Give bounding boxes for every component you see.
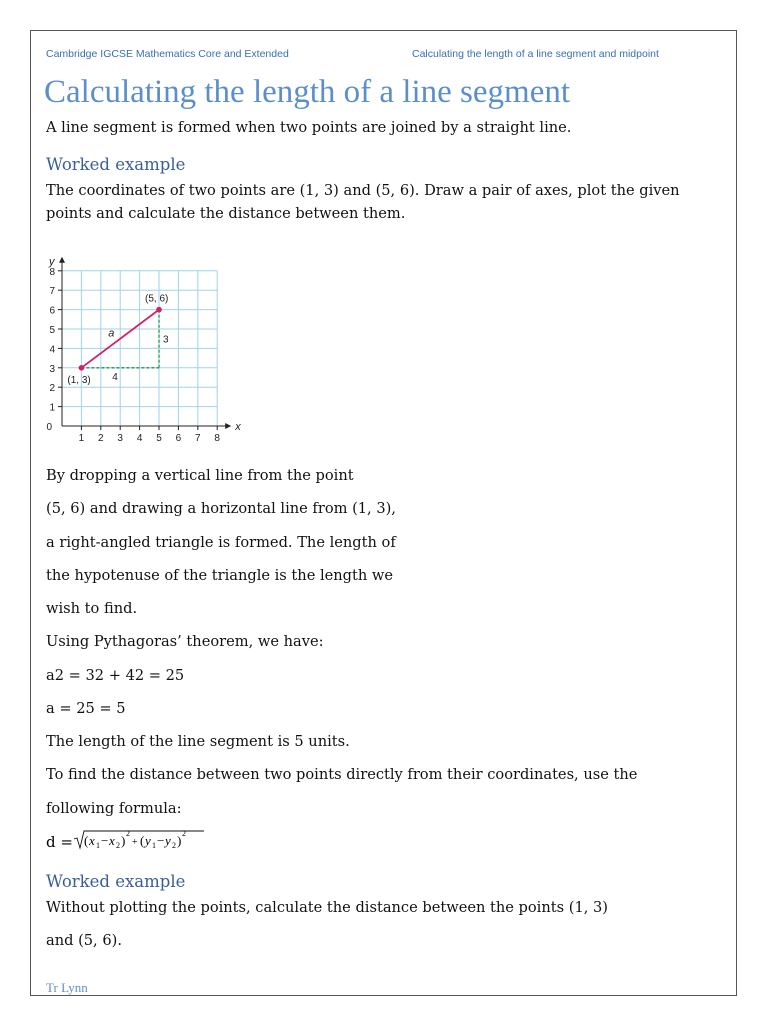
- y-tick-label: 0: [46, 422, 52, 433]
- footer-author: Tr Lynn: [46, 980, 88, 995]
- y-tick-label: 5: [49, 325, 55, 336]
- coordinate-graph: [40, 240, 250, 450]
- formula-plus: +: [132, 837, 138, 848]
- formula-x1-sub: 1: [96, 841, 100, 850]
- explanation-line-1: By dropping a vertical line from the point: [46, 467, 354, 484]
- graph-ticks: [46, 267, 220, 444]
- vertical-leg-label: 3: [163, 334, 169, 346]
- formula-x2: x: [109, 833, 115, 848]
- formula-exp-2: 2: [182, 829, 186, 838]
- explanation-line-2: (5, 6) and drawing a horizontal line from (1, 3),: [46, 500, 396, 517]
- x-tick-label: 7: [195, 433, 201, 444]
- formula-y1: y: [145, 833, 151, 848]
- explanation-line-5: wish to find.: [46, 600, 138, 617]
- x-tick-label: 8: [214, 433, 220, 444]
- example1-text-line1: The coordinates of two points are (1, 3) and (5, 6). Draw a pair of axes, plot the given: [46, 182, 680, 199]
- point-label: (1, 3): [67, 374, 91, 386]
- y-axis-arrow: [59, 257, 65, 263]
- x-tick-label: 4: [136, 433, 143, 444]
- paren-close-1: ): [121, 833, 126, 848]
- formula-intro-line-1: To find the distance between two points directly from their coordinates, use the: [46, 766, 638, 783]
- y-tick-label: 6: [49, 305, 55, 317]
- y-tick-label: 8: [49, 266, 55, 278]
- x-tick-label: 1: [78, 433, 85, 444]
- header-right: Calculating the length of a line segment and midpoint: [412, 48, 659, 60]
- explanation-line-4: the hypotenuse of the triangle is the length we: [46, 567, 394, 584]
- paren-close-2: ): [177, 833, 182, 848]
- distance-formula: [44, 826, 244, 856]
- worked-example-heading-1: Worked example: [46, 155, 186, 174]
- equation-line-1: a2 = 32 + 42 = 25: [46, 667, 185, 684]
- y-tick-label: 2: [49, 383, 55, 395]
- graph-grid: [62, 271, 217, 426]
- y-tick-label: 1: [49, 402, 55, 414]
- y-tick-label: 4: [49, 344, 55, 356]
- formula-y1-sub: 1: [152, 841, 156, 850]
- example2-line-1: Without plotting the points, calculate the distance between the points (1, 3): [46, 899, 608, 916]
- x-tick-label: 6: [175, 433, 182, 444]
- worked-example-heading-2: Worked example: [46, 872, 186, 891]
- explanation-line-3: a right-angled triangle is formed. The length of: [46, 534, 396, 551]
- explanation-line-6: Using Pythagoras’ theorem, we have:: [46, 633, 324, 650]
- point-label: (5, 6): [145, 293, 169, 305]
- x-tick-label: 2: [98, 433, 104, 444]
- horizontal-leg-label: 4: [112, 371, 118, 383]
- y-tick-label: 3: [49, 363, 55, 375]
- x-axis-arrow: [225, 423, 231, 429]
- x-tick-label: 3: [117, 433, 123, 444]
- formula-exp-1: 2: [126, 829, 130, 838]
- y-axis-label: y: [49, 255, 55, 268]
- graph-axes: [59, 257, 231, 429]
- formula-intro-line-2: following formula:: [46, 800, 182, 817]
- x-tick-label: 5: [156, 433, 162, 444]
- point-marker: [79, 365, 85, 371]
- equation-line-2: a = 25 = 5: [46, 700, 126, 717]
- result-line: The length of the line segment is 5 units.: [46, 733, 350, 750]
- formula-x2-sub: 2: [116, 841, 120, 850]
- segment-label: a: [108, 327, 115, 340]
- point-marker: [156, 307, 162, 313]
- formula-x1: x: [89, 833, 95, 848]
- x-axis-label: x: [235, 421, 241, 433]
- header-left: Cambridge IGCSE Mathematics Core and Extended: [46, 48, 289, 60]
- intro-text: A line segment is formed when two points are joined by a straight line.: [46, 119, 572, 136]
- example1-text-line2: points and calculate the distance between them.: [46, 205, 406, 222]
- y-tick-label: 7: [49, 286, 55, 298]
- page-title: Calculating the length of a line segment: [44, 74, 571, 110]
- formula-y2-sub: 2: [172, 841, 176, 850]
- formula-lhs: d =: [46, 833, 73, 851]
- formula-y2: y: [165, 833, 171, 848]
- formula-minus-1: −: [101, 833, 109, 848]
- example2-line-2: and (5, 6).: [46, 932, 122, 949]
- paren-open-2: (: [140, 833, 145, 848]
- formula-minus-2: −: [157, 833, 165, 848]
- paren-open-1: (: [84, 833, 89, 848]
